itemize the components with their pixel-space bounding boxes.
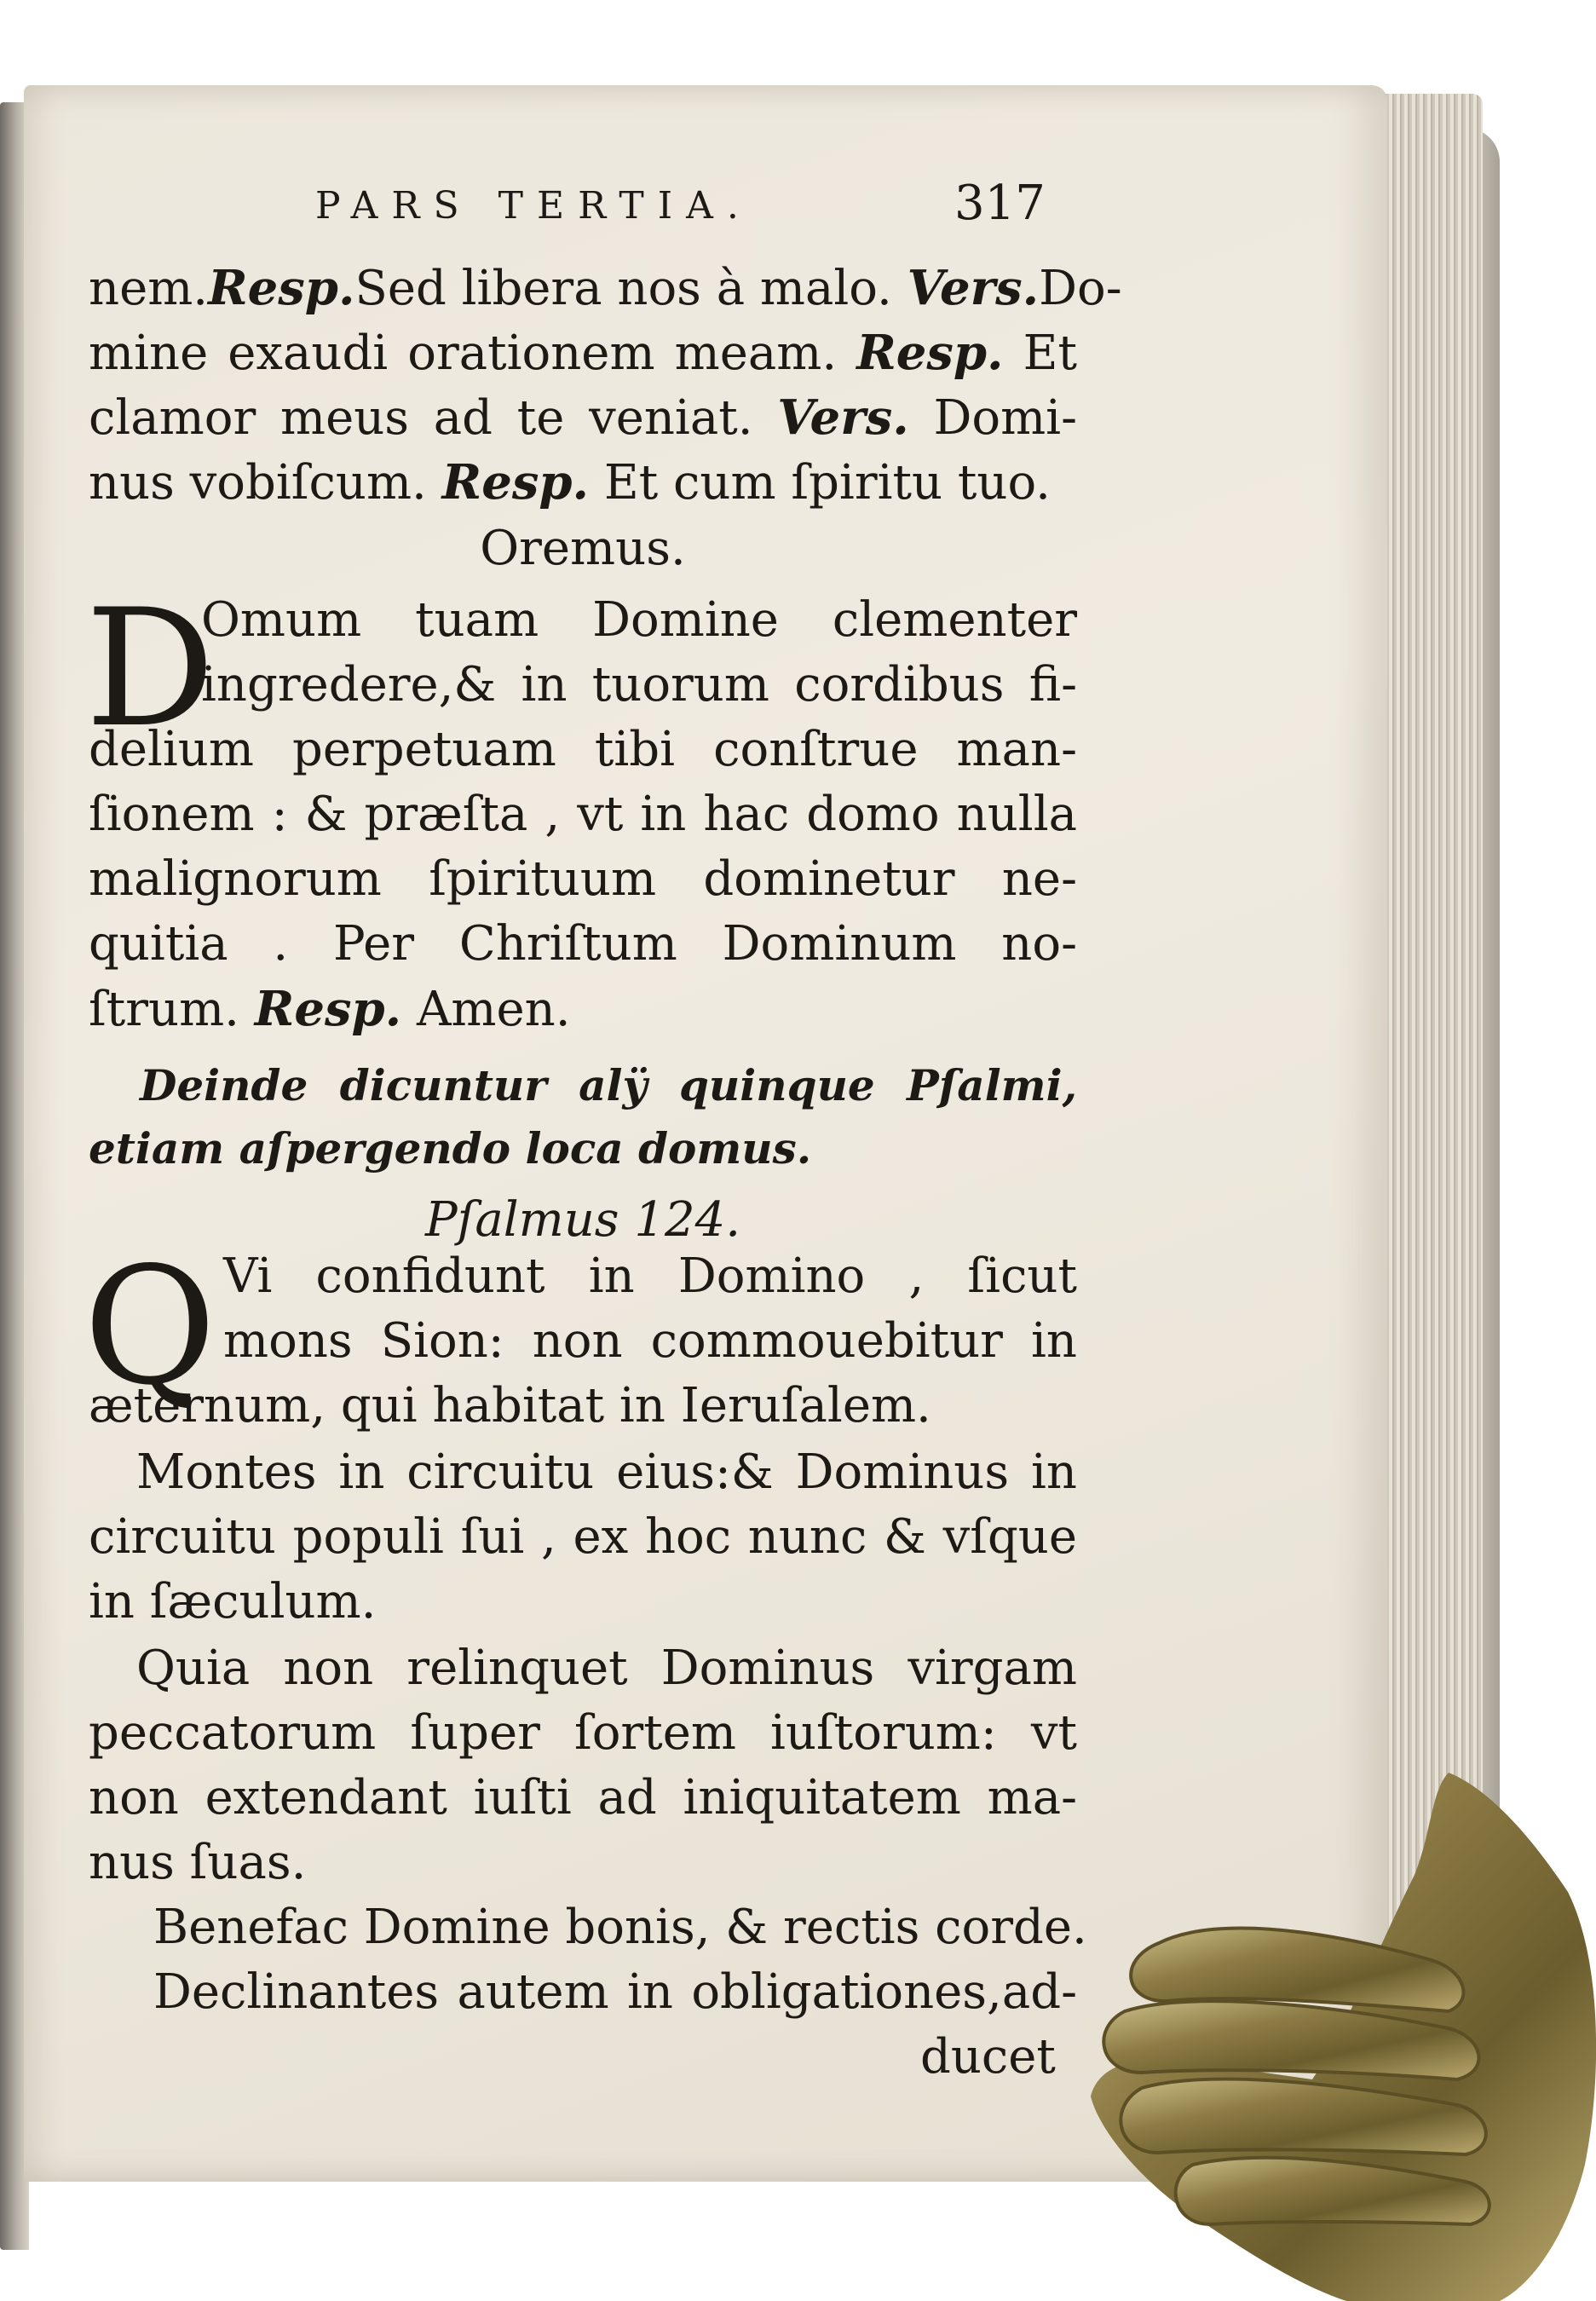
section-heading-oremus: Oremus. [480,521,686,576]
text-line: quitia . Per Chriſtum Dominum no- [89,916,1077,972]
text-line: ingredere,& in tuorum cordibus fi- [201,657,1077,712]
drop-cap-q: Q [84,1232,216,1421]
text-line: ſionem : & præſta , vt in hac domo nulla [89,787,1077,842]
text-line: Montes in circuitu eius:& Dominus in [136,1445,1077,1500]
brass-hand-icon [1091,1773,1596,2301]
text-line: malignorum ſpirituum dominetur ne- [89,851,1077,907]
drop-cap-d: D [85,574,216,763]
catchword: ducet [920,2029,1056,2085]
psalm-title: Pſalmus 124. [424,1192,741,1248]
text-line: ſtrum. Resp. Amen. [89,981,571,1037]
page-number: 317 [954,176,1046,231]
text-line: peccatorum ſuper ſortem iuſtorum: vt [89,1705,1077,1761]
rubric-line: Deinde dicuntur alÿ quinque Pſalmi, [140,1060,1077,1110]
text-line: circuitu populi ſui , ex hoc nunc & vſque [89,1509,1077,1565]
text-line: in ſæculum. [89,1574,377,1629]
text-line: Omum tuam Domine clementer [201,592,1077,648]
text-line: mine exaudi orationem meam. Resp. Et [89,325,1077,381]
text-line: delium perpetuam tibi conſtrue man- [89,722,1077,777]
running-head-title: PARS TERTIA. [315,184,752,228]
text-line: nus ſuas. [89,1835,307,1890]
text-line: nus vobiſcum. Resp. Et cum ſpiritu tuo. [89,454,1051,510]
text-line: mons Sion: non commouebitur in [223,1313,1077,1369]
text-line: Quia non relinquet Dominus virgam [136,1641,1077,1696]
text-line: Vi confidunt in Domino , ſicut [223,1249,1077,1304]
text-line: Declinantes autem in obligationes,ad- [153,1964,1077,2020]
rubric-line: etiam aſpergendo loca domus. [89,1123,812,1174]
text-line: clamor meus ad te veniat. Vers. Domi- [89,389,1077,446]
text-line: non extendant iuſti ad iniquitatem ma- [89,1770,1077,1825]
text-line: Benefac Domine bonis, & rectis corde. [153,1900,1087,1955]
text-line: nem.Resp.Sed libera nos à malo. Vers.Do- [89,260,1122,316]
text-line: æternum, qui habitat in Ieruſalem. [89,1378,931,1433]
